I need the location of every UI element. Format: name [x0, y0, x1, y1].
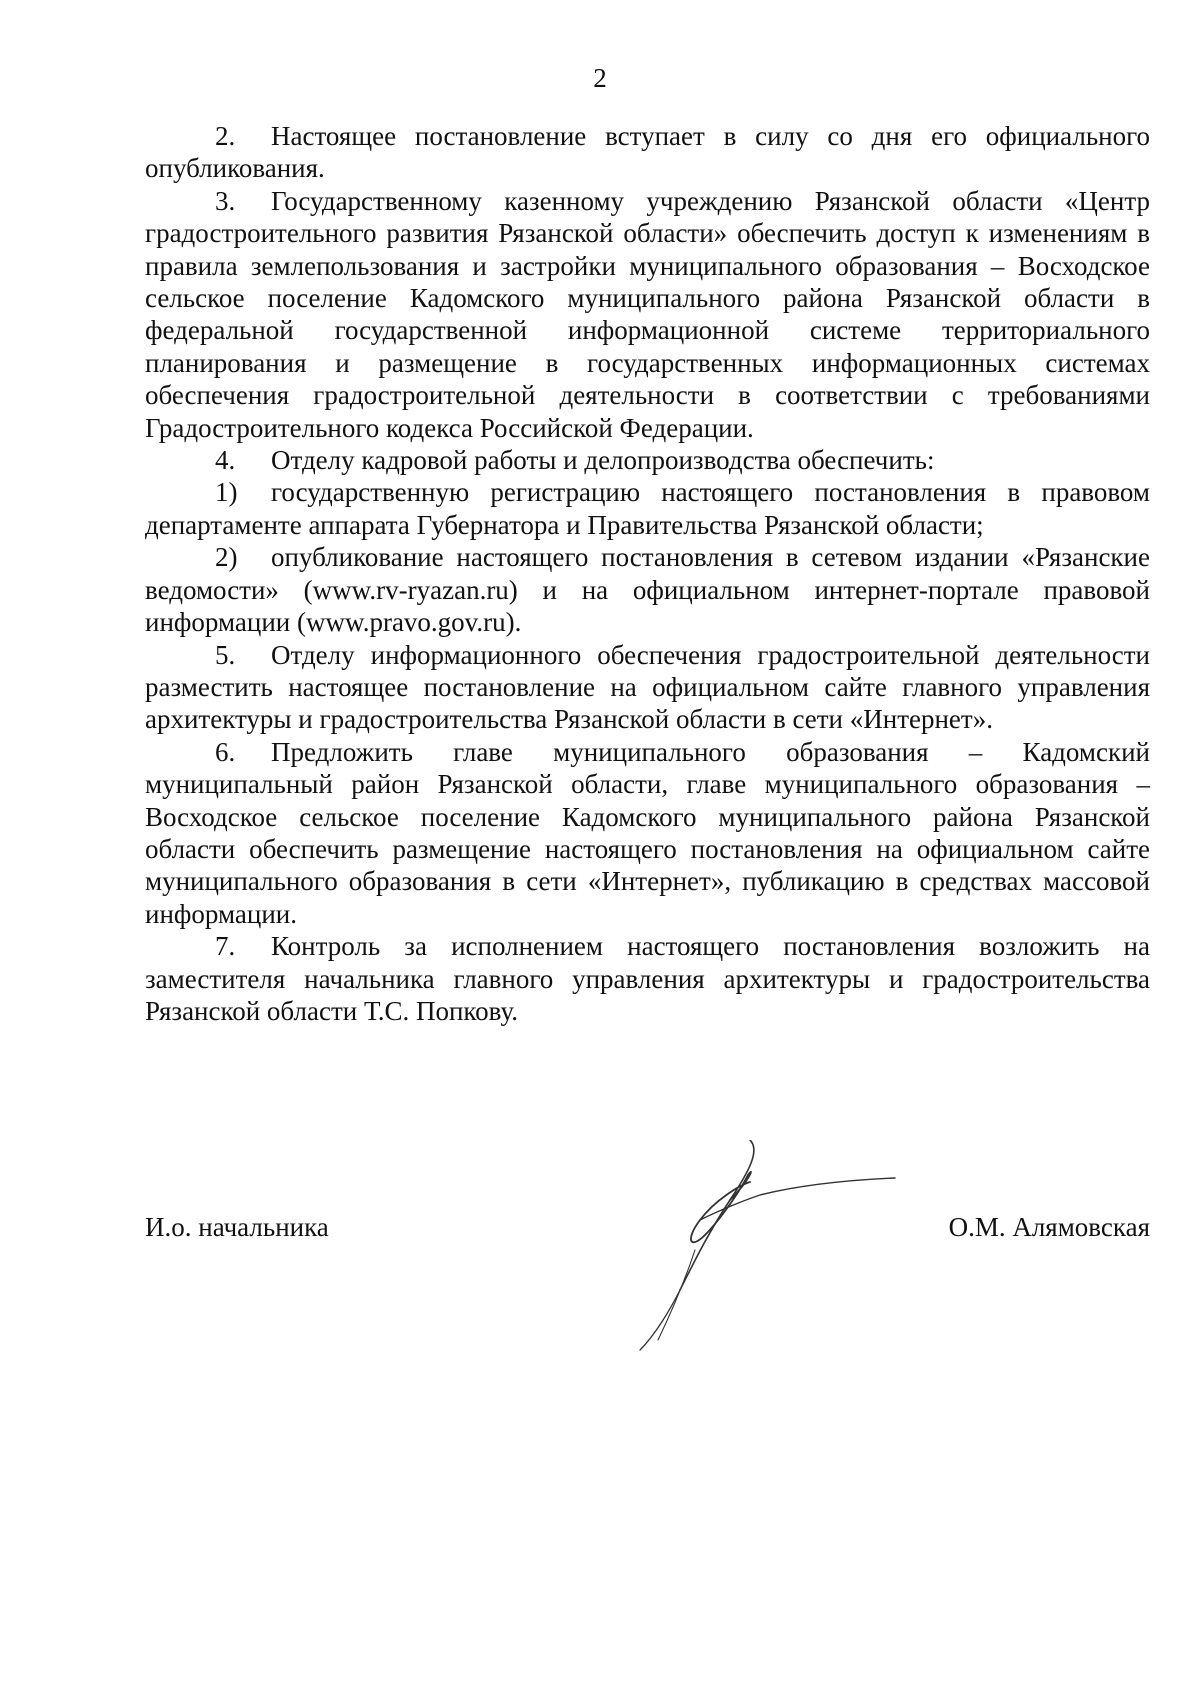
paragraph-3 — [145, 185, 1150, 444]
paragraph-text: Отделу информационного обеспечения градостроительной деятельности разместить настоящее постановление на официальном сайте главного управления архитектуры и градостроительства Рязанской области в сети «Интернет». — [145, 639, 1150, 735]
paragraph-number: 7. — [215, 931, 236, 962]
signatory-role: И.о. начальника — [145, 1212, 329, 1242]
paragraph-5 — [145, 639, 1150, 736]
paragraph-number: 6. — [215, 736, 236, 767]
paragraph-number: 5. — [215, 639, 236, 670]
paragraph-text: Предложить главе муниципального образования – Кадомский муниципальный район Рязанской области, главе муниципального образования – Восходское сельское поселение Кадомского муниципального района Рязанской области обеспечить размещение настоящего постановления на официальном сайте муниципального образования в сети «Интернет», публикацию в средствах массовой информации. — [145, 736, 1150, 929]
paragraph-number: 1) — [215, 477, 238, 508]
signatory-name: О.М. Алямовская — [948, 1212, 1150, 1242]
paragraph-2 — [145, 120, 1150, 185]
paragraph-number: 2) — [215, 542, 238, 573]
handwritten-signature — [600, 1140, 900, 1355]
paragraph-7 — [145, 930, 1150, 1027]
paragraph-number: 3. — [215, 185, 236, 216]
paragraph-4 — [145, 444, 1150, 476]
paragraph-text: Государственному казенному учреждению Рязанской области «Центр градостроительного развития Рязанской области» обеспечить доступ к изменениям в правила землепользования и застройки муниципального образования – Восходское сельское поселение Кадомского муниципального района Рязанской области в федеральной государственной информационной системе территориального планирования и размещение в государственных информационных системах обеспечения градостроительной деятельности в соответствии с требованиями Градостроительного кодекса Российской Федерации. — [145, 185, 1150, 443]
paragraph-text: Настоящее постановление вступает в силу со дня его официального опубликования. — [145, 121, 1150, 184]
page-number: 2 — [593, 63, 607, 93]
paragraph-text: государственную регистрацию настоящего постановления в правовом департаменте аппарата Губернатора и Правительства Рязанской области; — [145, 477, 1150, 540]
paragraph-number: 2. — [215, 121, 236, 151]
document-body — [145, 120, 1150, 1027]
paragraph-6 — [145, 736, 1150, 930]
paragraph-text: Отделу кадровой работы и делопроизводства обеспечить: — [271, 445, 935, 476]
subparagraph-4-2 — [145, 541, 1150, 638]
paragraph-number: 4. — [215, 445, 236, 476]
paragraph-text: Контроль за исполнением настоящего постановления возложить на заместителя начальника главного управления архитектуры и градостроительства Рязанской области Т.С. Попкову. — [145, 931, 1150, 1026]
paragraph-text: опубликование настоящего постановления в сетевом издании «Рязанские ведомости» (www.rv-ryazan.ru) и на официальном интернет-портале правовой информации (www.pravo.gov.ru). — [145, 542, 1150, 638]
subparagraph-4-1 — [145, 476, 1150, 541]
